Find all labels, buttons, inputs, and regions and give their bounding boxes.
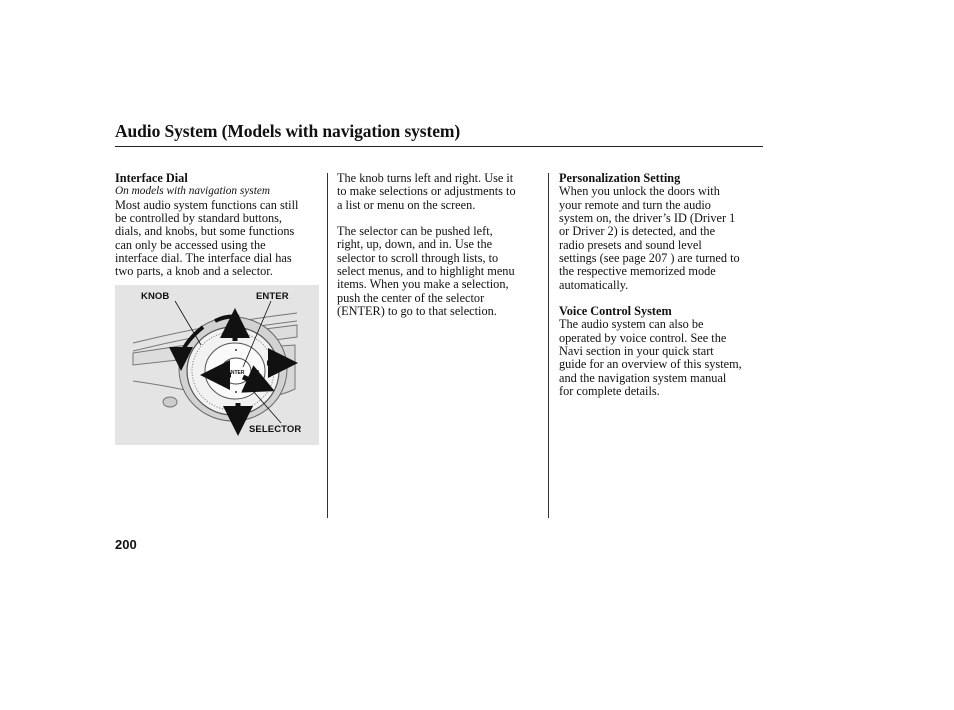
column-divider (548, 173, 549, 518)
panel-hole (163, 397, 177, 407)
voice-control-heading: Voice Control System (559, 304, 672, 319)
body-line: The knob turns left and right. Use it (337, 171, 514, 185)
panel-button (133, 345, 187, 365)
body-line: system on, the driver’s ID (Driver 1 (559, 211, 736, 226)
body-line: operated by voice control. See the (559, 330, 727, 345)
selector-label: SELECTOR (249, 424, 302, 435)
body-line: or Driver 2) is detected, and the (559, 224, 716, 239)
body-line: When you unlock the doors with (559, 184, 720, 199)
body-line: your remote and turn the audio (559, 197, 711, 212)
knob-label: KNOB (141, 291, 170, 302)
body-line: for complete details. (559, 384, 660, 399)
body-line: two parts, a knob and a selector. (115, 264, 273, 279)
body-line: dials, and knobs, but some functions (115, 224, 295, 239)
interface-dial-illustration (115, 285, 319, 445)
body-line: interface dial. The interface dial has (115, 251, 292, 266)
column-divider (327, 173, 328, 518)
body-line: selector to scroll through lists, to (337, 250, 499, 265)
body-line: select menus, and to highlight menu (337, 264, 515, 279)
body-line: the respective memorized mode (559, 264, 716, 279)
title-rule (115, 146, 763, 147)
body-line: guide for an overview of this system, (559, 357, 742, 372)
page-title: Audio System (Models with navigation system) (115, 121, 461, 141)
body-line: push the center of the selector (337, 290, 485, 305)
personalization-heading: Personalization Setting (559, 171, 681, 185)
interface-dial-subheading: On models with navigation system (115, 185, 271, 198)
body-line: (ENTER) to go to that selection. (337, 304, 497, 319)
body-line: can only be accessed using the (115, 237, 266, 252)
direction-dot (257, 370, 259, 372)
body-line: Navi section in your quick start (559, 344, 714, 359)
page-number: 200 (115, 537, 137, 552)
interface-dial-figure (115, 285, 319, 445)
right-column (559, 172, 767, 399)
body-line: right, up, down, and in. Use the (337, 237, 493, 252)
body-line: be controlled by standard buttons, (115, 211, 282, 226)
body-line: radio presets and sound level (559, 237, 702, 252)
body-line: and the navigation system manual (559, 370, 727, 385)
direction-dot (213, 370, 215, 372)
body-line: to make selections or adjustments to (337, 184, 516, 199)
interface-dial-heading: Interface Dial (115, 171, 188, 185)
enter-button-text: ENTER (227, 370, 245, 376)
body-line: The audio system can also be (559, 317, 704, 332)
enter-label: ENTER (256, 291, 289, 302)
body-line: Most audio system functions can still (115, 197, 299, 212)
middle-column (337, 172, 543, 318)
body-line: automatically. (559, 277, 629, 292)
page-reference-line: settings (see page 207 ) are turned to (559, 251, 740, 266)
body-line: items. When you make a selection, (337, 277, 509, 292)
body-line: a list or menu on the screen. (337, 197, 476, 212)
direction-dot (235, 391, 237, 393)
left-column (115, 172, 321, 279)
body-line: The selector can be pushed left, (337, 224, 493, 239)
direction-dot (235, 349, 237, 351)
